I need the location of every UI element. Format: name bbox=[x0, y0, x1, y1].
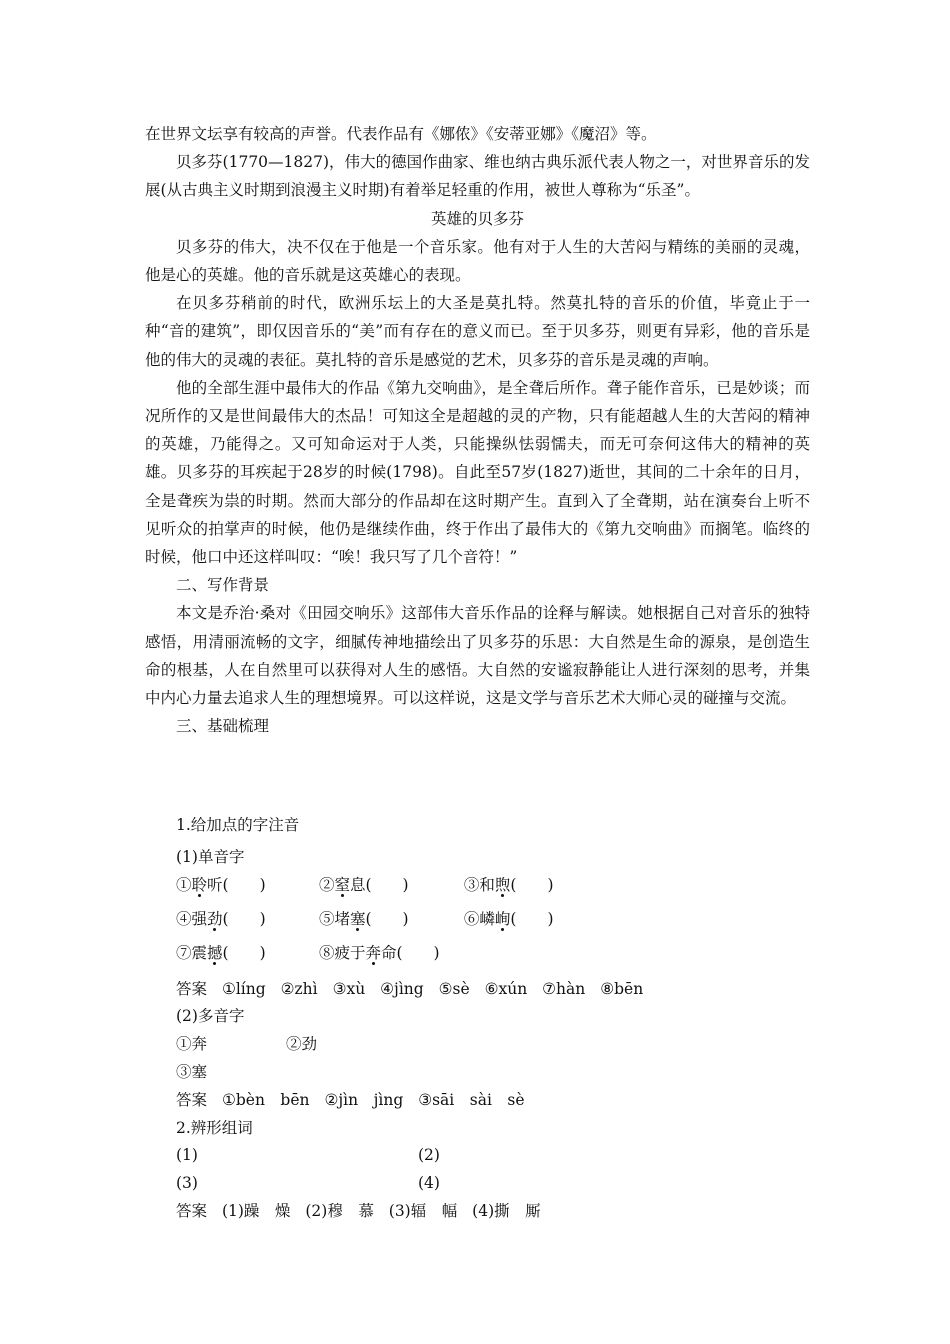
answer-item: (1)躁 燥 bbox=[221, 1202, 291, 1220]
answer-item: ④jìng bbox=[380, 980, 424, 998]
section-heading-background: 二、写作背景 bbox=[176, 576, 270, 595]
single-char-row-3 bbox=[176, 942, 440, 964]
article-title: 英雄的贝多芬 bbox=[430, 209, 524, 228]
answer-item: (3)辐 幅 bbox=[388, 1202, 458, 1220]
question-1-title: 1.给加点的字注音 bbox=[176, 816, 300, 834]
answer-item: ①líng bbox=[221, 980, 266, 998]
single-item-2: ②窒息( ) bbox=[318, 876, 409, 894]
form-label-1: (1) bbox=[176, 1146, 198, 1164]
form-row-2 bbox=[176, 1172, 440, 1194]
multi-char-answers bbox=[176, 1089, 535, 1111]
background-paragraph: 本文是乔治·桑对《田园交响乐》这部伟大音乐作品的诠释与解读。她根据自己对音乐的独特感悟，用清丽流畅的文字，细腻传神地描绘出了贝多芬的乐思：大自然是生命的源泉，是创造生命的根基，人在自然里可以获得对人生的感悟。大自然的安谧寂静能让人进行深刻的思考，并集中内心力量去追求人生的理想境界。可以这样说，这是文学与音乐艺术大师心灵的碰撞与交流。 bbox=[145, 604, 810, 708]
intro-line: 在世界文坛享有较高的声誉。代表作品有《娜侬》《安蒂亚娜》《魔沼》等。 bbox=[145, 125, 657, 143]
multi-item-c: ③塞 bbox=[176, 1063, 208, 1081]
single-char-row-1 bbox=[176, 874, 554, 896]
form-row-1 bbox=[176, 1144, 440, 1166]
answer-label: 答案 bbox=[176, 1202, 208, 1220]
answer-item: ⑥xún bbox=[484, 980, 528, 998]
single-item-1: ①聆听( ) bbox=[176, 876, 266, 894]
answer-item: ③xù bbox=[332, 980, 366, 998]
multi-item-a: ①奔 bbox=[176, 1035, 208, 1053]
section-heading-basics: 三、基础梳理 bbox=[176, 717, 270, 736]
single-item-4: ④强劲( ) bbox=[176, 910, 266, 928]
form-label-3: (3) bbox=[176, 1174, 198, 1192]
answer-item: ⑦hàn bbox=[542, 980, 586, 998]
form-label-4: (4) bbox=[417, 1174, 440, 1192]
answer-item: ③sāi sài sè bbox=[418, 1091, 525, 1109]
single-char-answers bbox=[176, 978, 653, 1000]
multi-item-b: ②劲 bbox=[285, 1035, 317, 1053]
answer-item: ①bèn bēn bbox=[221, 1091, 310, 1109]
answer-item: ⑧bēn bbox=[600, 980, 644, 998]
answer-item: (2)穆 慕 bbox=[305, 1202, 374, 1220]
answer-label: 答案 bbox=[176, 1091, 208, 1109]
answer-item: ②zhì bbox=[280, 980, 318, 998]
single-item-5: ⑤堵塞( ) bbox=[318, 910, 409, 928]
beethoven-bio: 贝多芬(1770—1827)，伟大的德国作曲家、维也纳古典乐派代表人物之一，对世界音乐的发展(从古典主义时期到浪漫主义时期)有着举足轻重的作用，被世人尊称为“乐圣”。 bbox=[145, 153, 810, 200]
answer-label: 答案 bbox=[176, 980, 208, 998]
intro-block bbox=[145, 120, 810, 740]
article-paragraph-3: 他的全部生涯中最伟大的作品《第九交响曲》，是全聋后所作。聋子能作音乐，已是妙谈；而况所作的又是世间最伟大的杰品！可知这全是超越的灵的产物，只有能超越人生的大苦闷的精神的英雄，乃能得之。又可知命运对于人类，只能操纵怯弱懦夫，而无可奈何这伟大的精神的英雄。贝多芬的耳疾起于28岁的时候(1798)。自此至57岁(1827)逝世，其间的二十余年的日月，全是聋疾为祟的时期。然而大部分的作品却在这时期产生。直到入了全聋期，站在演奏台上听不见听众的拍掌声的时候，他仍是继续作曲，终于作出了最伟大的《第九交响曲》而搁笔。临终的时候，他口中还这样叫叹：“唉！我只写了几个音符！” bbox=[145, 378, 810, 567]
single-char-row-2 bbox=[176, 908, 554, 930]
article-paragraph-1: 贝多芬的伟大，决不仅在于他是一个音乐家。他有对于人生的大苦闷与精练的美丽的灵魂，他是心的英雄。他的音乐就是这英雄心的表现。 bbox=[145, 237, 810, 285]
form-answers bbox=[176, 1200, 551, 1222]
single-item-3: ③和煦( ) bbox=[463, 876, 554, 894]
single-item-6: ⑥嶙峋( ) bbox=[463, 910, 554, 928]
single-item-7: ⑦震撼( ) bbox=[176, 944, 266, 962]
answer-item: ②jìn jìng bbox=[324, 1091, 404, 1109]
answer-item: ⑤sè bbox=[438, 980, 470, 998]
form-label-2: (2) bbox=[417, 1146, 440, 1164]
single-char-subtitle: (1)单音字 bbox=[176, 848, 245, 866]
multi-char-row-1 bbox=[176, 1033, 317, 1055]
single-item-8: ⑧疲于奔命( ) bbox=[318, 944, 440, 962]
answer-item: (4)撕 厮 bbox=[472, 1202, 541, 1220]
article-paragraph-2: 在贝多芬稍前的时代，欧洲乐坛上的大圣是莫扎特。然莫扎特的音乐的价值，毕竟止于一种“音的建筑”，即仅因音乐的“美”而有存在的意义而已。至于贝多芬，则更有异彩，他的音乐是他的伟大的灵魂的表征。莫扎特的音乐是感觉的艺术，贝多芬的音乐是灵魂的声响。 bbox=[145, 294, 810, 369]
question-2-title: 2.辨形组词 bbox=[176, 1119, 253, 1137]
multi-char-subtitle: (2)多音字 bbox=[176, 1007, 245, 1025]
